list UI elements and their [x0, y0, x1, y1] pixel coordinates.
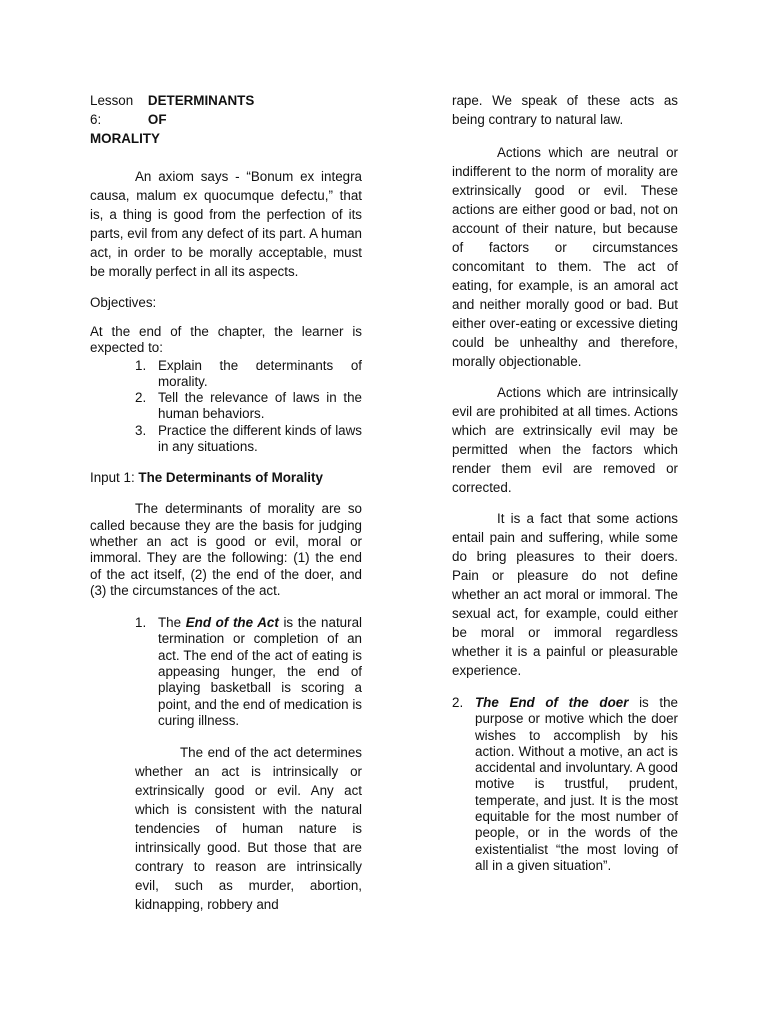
lesson-title-line2: MORALITY [90, 131, 160, 146]
axiom-paragraph: An axiom says - “Bonum ex integra causa, malum ex quocumque defectu,” that is, a thing is good from the perfection of its parts, evil from any defect of its part. A human act, in order to be morally acceptable, must be morally perfect in all its aspects. [90, 169, 362, 279]
end-of-doer-term: The End of the doer [475, 695, 629, 710]
lesson-heading [90, 91, 362, 148]
list-item: 2. Tell the relevance of laws in the human behaviors. [135, 390, 362, 422]
list-item: 1. The End of the Act is the natural termination or completion of an act. The end of the act of eating is appeasing hunger, the end of playing basketball is scoring a point, and the end of medication is curing illness. [135, 615, 362, 728]
determinants-paragraph: The determinants of morality are so called because they are the basis for judging whether an act is good or evil, moral or immoral. They are the following: (1) the end of the act itself, (2) the end of the doer, and (3) the circumstances of the act. [90, 501, 362, 598]
left-column [90, 91, 362, 914]
determinant-list-1 [135, 615, 362, 729]
list-item: 1. Explain the determinants of morality. [135, 357, 362, 389]
input1-heading: Input 1: The Determinants of Morality [90, 470, 323, 486]
lesson-label: Lesson 6: [90, 93, 134, 127]
objectives-intro: At the end of the chapter, the learner is expected to: [90, 324, 362, 356]
rape-continuation: rape. We speak of these acts as being contrary to natural law. [452, 93, 678, 127]
intrinsic-evil-paragraph: Actions which are intrinsically evil are prohibited at all times. Actions which are extrinsically evil may be permitted when the factors which render them evil are removed or corrected. [452, 385, 678, 495]
list-item: 2. The End of the doer is the purpose or motive which the doer wishes to accomplish by his action. Without a motive, an act is accidental and involuntary. A good motive is trustful, prudent, temperate, and just. It is the most equitable for the most number of people, or in the words of the existentialist “the most loving of all in a given situation”. [452, 695, 678, 873]
list-item: 3. Practice the different kinds of laws in any situations. [135, 422, 362, 455]
determinant-list-2 [452, 695, 678, 874]
objectives-heading: Objectives: [90, 295, 157, 310]
end-of-act-term: End of the Act [185, 615, 279, 631]
input1-title: The Determinants of Morality [138, 470, 323, 486]
lesson-title-line1: DETERMINANTS OF [147, 93, 255, 127]
end-of-act-paragraph: The end of the act determines whether an act is intrinsically or extrinsically good or evil. Any act which is consistent with the natural tendencies of human nature is intrinsically good. But those that are contrary to reason are intrinsically evil, such as murder, abortion, kidnapping, robbery and [135, 745, 362, 913]
right-column [452, 91, 678, 874]
objectives-list [135, 358, 362, 456]
neutral-actions-paragraph: Actions which are neutral or indifferent to the norm of morality are extrinsically good or evil. These actions are either good or bad, not on account of their nature, but because of factors or circumstances concomitant to them. The act of eating, for example, is an amoral act and neither morally good or bad. But either over-eating or excessive dieting could be unhealthy and therefore, morally objectionable. [452, 145, 678, 369]
pain-pleasure-paragraph: It is a fact that some actions entail pain and suffering, while some do bring pleasures to their doers. Pain or pleasure do not define whether an act moral or immoral. The sexual act, for example, could either be moral or immoral regardless whether it is a painful or pleasurable experience. [452, 511, 678, 678]
